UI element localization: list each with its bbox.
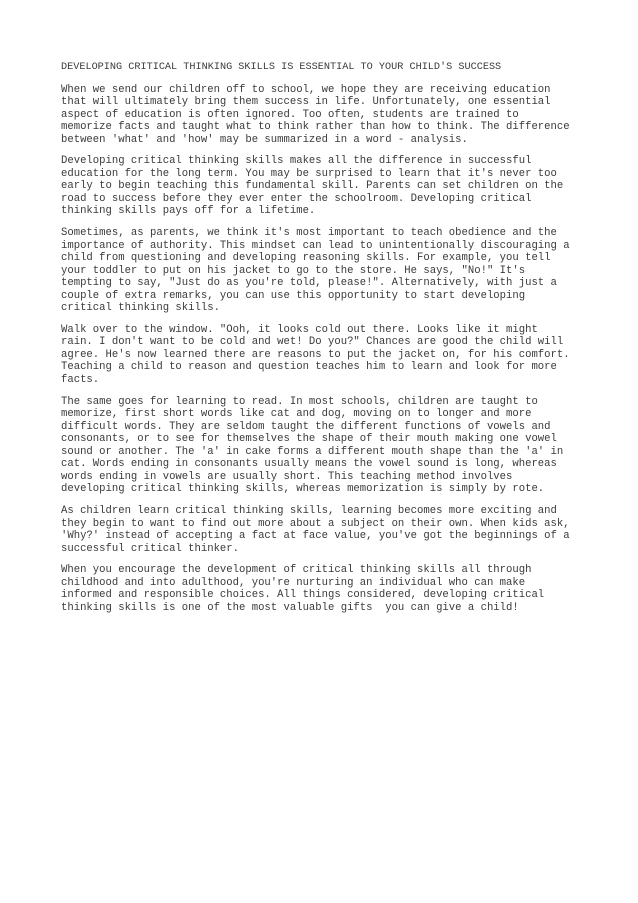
text-line: sound or another. The 'a' in cake forms a different mouth shape than the 'a' in: [61, 445, 564, 458]
document-body: [61, 62, 581, 623]
text-line: early to begin teaching this fundamental skill. Parents can set children on the: [61, 180, 564, 193]
text-line: difficult words. They are seldom taught the different functions of vowels and: [61, 420, 551, 433]
text-line: facts.: [61, 374, 100, 387]
text-line: they begin to want to find out more about a subject on their own. When kids ask,: [61, 517, 570, 530]
text-line: aspect of education is often ignored. Too often, students are trained to: [61, 108, 519, 121]
text-line: 'Why?' instead of accepting a fact at face value, you've got the beginnings of a: [61, 530, 570, 543]
text-line: thinking skills pays off for a lifetime.: [61, 205, 316, 218]
text-line: As children learn critical thinking skills, learning becomes more exciting and: [61, 504, 557, 517]
text-line: informed and responsible choices. All things considered, developing critical: [61, 589, 545, 602]
text-line: When you encourage the development of critical thinking skills all through: [61, 564, 532, 577]
text-line: Walk over to the window. "Ooh, it looks cold out there. Looks like it might: [61, 323, 538, 336]
text-line: tempting to say, "Just do as you're told, please!". Alternatively, with just a: [61, 277, 557, 290]
text-line: consonants, or to see for themselves the shape of their mouth making one vowel: [61, 433, 557, 446]
paragraph: [61, 564, 581, 614]
paragraph: [61, 324, 581, 387]
paragraph: [61, 155, 581, 218]
text-line: that will ultimately bring them success in life. Unfortunately, one essential: [61, 96, 551, 109]
text-line: When we send our children off to school, we hope they are receiving education: [61, 83, 551, 96]
text-line: memorize, first short words like cat and dog, moving on to longer and more: [61, 408, 532, 421]
text-line: Developing critical thinking skills makes all the difference in successful: [61, 155, 532, 168]
text-line: successful critical thinker.: [61, 542, 240, 555]
text-line: road to success before they ever enter the schoolroom. Developing critical: [61, 192, 532, 205]
paragraph: [61, 227, 581, 315]
paragraph: [61, 84, 581, 147]
text-line: agree. He's now learned there are reasons to put the jacket on, for his comfort.: [61, 348, 570, 361]
text-line: cat. Words ending in consonants usually means the vowel sound is long, whereas: [61, 458, 557, 471]
text-line: child from questioning and developing reasoning skills. For example, you tell: [61, 252, 551, 265]
paragraph: [61, 396, 581, 496]
text-line: couple of extra remarks, you can use this opportunity to start developing: [61, 289, 526, 302]
text-line: The same goes for learning to read. In most schools, children are taught to: [61, 395, 538, 408]
text-line: developing critical thinking skills, whereas memorization is simply by rote.: [61, 483, 545, 496]
text-line: rain. I don't want to be cold and wet! Do you?" Chances are good the child will: [61, 336, 564, 349]
text-line: between 'what' and 'how' may be summarized in a word - analysis.: [61, 133, 468, 146]
text-line: critical thinking skills.: [61, 302, 220, 315]
document-title: DEVELOPING CRITICAL THINKING SKILLS IS ESSENTIAL TO YOUR CHILD'S SUCCESS: [61, 62, 502, 73]
text-line: memorize facts and taught what to think rather than how to think. The difference: [61, 121, 570, 134]
text-line: your toddler to put on his jacket to go to the store. He says, "No!" It's: [61, 264, 526, 277]
paragraph: [61, 505, 581, 555]
text-line: thinking skills is one of the most valuable gifts you can give a child!: [61, 601, 519, 614]
text-line: Teaching a child to reason and question teaches him to learn and look for more: [61, 361, 557, 374]
text-line: importance of authority. This mindset can lead to unintentionally discouraging a: [61, 239, 570, 252]
text-line: Sometimes, as parents, we think it's most important to teach obedience and the: [61, 227, 557, 240]
text-line: education for the long term. You may be surprised to learn that it's never too: [61, 167, 557, 180]
text-line: childhood and into adulthood, you're nurturing an individual who can make: [61, 576, 526, 589]
text-line: words ending in vowels are usually short. This teaching method involves: [61, 470, 513, 483]
